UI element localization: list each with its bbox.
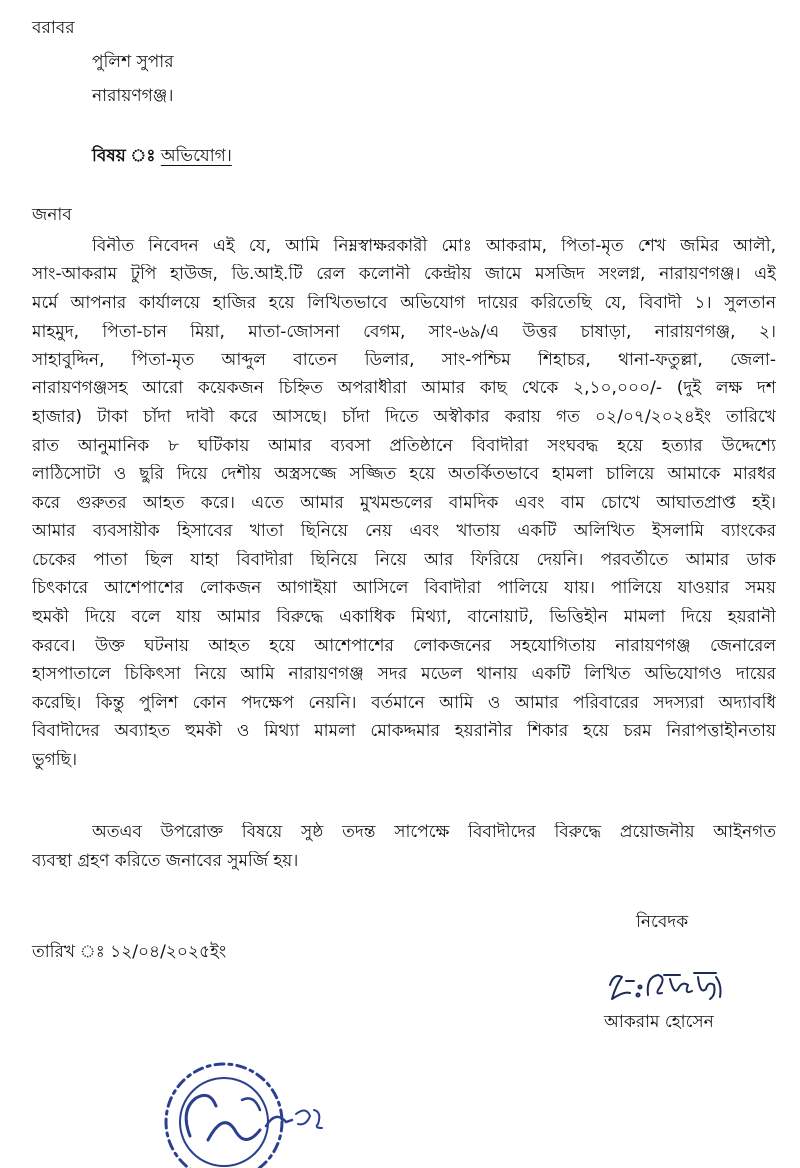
closing-line: অতএব উপরোক্ত বিষয়ে সুষ্ঠ তদন্ত সাপেক্ষে বিবাদীদের বিরুদ্ধে প্রয়োজনীয় আইনগত bbox=[92, 822, 776, 842]
body-line: বিনীত নিবেদন এই যে, আমি নিম্নস্বাক্ষরকারী মোঃ আকরাম, পিতা-মৃত শেখ জমির আলী, bbox=[92, 236, 776, 256]
recipient-place: নারায়ণগঞ্জ। bbox=[92, 86, 174, 106]
body-line: হুমকী দিয়ে বলে যায় আমার বিরুদ্ধে একাধিক মিথ্যা, বানোয়াট, ভিত্তিহীন মামলা দিয়ে হয়রানী bbox=[32, 607, 776, 627]
body-line: করবে। উক্ত ঘটনায় আহত হয়ে আশেপাশের লোকজনের সহযোগিতায় নারায়ণগঞ্জ জেনারেল bbox=[32, 636, 776, 656]
signer-name: আকরাম হোসেন bbox=[604, 1012, 714, 1032]
body-line: করে গুরুতর আহত করে। এতে আমার মুখমন্ডলের বামদিক এবং বাম চোখে আঘাতপ্রাপ্ত হই। bbox=[32, 493, 776, 513]
recipient-title: পুলিশ সুপার bbox=[92, 52, 174, 72]
body-line: মর্মে আপনার কার্যালয়ে হাজির হয়ে লিখিতভাবে অভিযোগ দায়ের করিতেছি যে, বিবাদী ১। সুলতান bbox=[32, 293, 776, 313]
body-line: বিবাদীদের অব্যাহত হুমকী ও মিথ্যা মামলা মোকদ্দমার হয়রানীর শিকার হয়ে চরম নিরাপত্তাহীনতায় bbox=[32, 721, 776, 741]
body-line: লাঠিসোটা ও ছুরি দিয়ে দেশীয় অস্ত্রসজ্জে সজ্জিত হয়ে অতর্কিতভাবে হামলা চালিয়ে আমাকে মারধর bbox=[32, 464, 776, 484]
body-line: রাত আনুমানিক ৮ ঘটিকায় আমার ব্যবসা প্রতিষ্ঠানে বিবাদীরা সংঘবদ্ধ হয়ে হত্যার উদ্দেশ্যে bbox=[32, 436, 776, 456]
body-line: নারায়ণগঞ্জসহ আরো কয়েকজন চিহ্নিত অপরাধীরা আমার কাছ থেকে ২,১০,০০০/- (দুই লক্ষ দশ bbox=[32, 378, 776, 398]
date-value: ১২/০৪/২০২৫ইং bbox=[110, 942, 227, 962]
subject-line bbox=[92, 146, 232, 166]
body-line: আমার ব্যবসায়ীক হিসাবের খাতা ছিনিয়ে নেয় এবং খাতায় একটি অলিখিত ইসলামি ব্যাংকের bbox=[32, 521, 776, 541]
greeting: জনাব bbox=[32, 205, 72, 225]
body-line: সাহাবুদ্দিন, পিতা-মৃত আব্দুল বাতেন ডিলার, সাং-পশ্চিম শিহাচর, থানা-ফতুল্লা, জেলা- bbox=[32, 350, 776, 370]
body-line: মাহমুদ, পিতা-চান মিয়া, মাতা-জোসনা বেগম, সাং-৬৯/এ উত্তর চাষাড়া, নারায়ণগঞ্জ, ২। bbox=[32, 322, 776, 342]
body-line: চিৎকারে আশেপাশের লোকজন আগাইয়া আসিলে বিবাদীরা পালিয়ে যায়। পালিয়ে যাওয়ার সময় bbox=[32, 578, 776, 598]
body-line: করেছি। কিন্তু পুলিশ কোন পদক্ষেপ নেয়নি। বর্তমানে আমি ও আমার পরিবারের সদস্যরা অদ্যাবধি bbox=[32, 693, 776, 713]
closing-line: ব্যবস্থা গ্রহণ করিতে জনাবের সুমর্জি হয়। bbox=[32, 851, 299, 871]
official-seal-stamp bbox=[150, 1040, 330, 1168]
body-line: হাজার) টাকা চাঁদা দাবী করে আসছে। চাঁদা দিতে অস্বীকার করায় গত ০২/০৭/২০২৪ইং তারিখে bbox=[32, 407, 776, 427]
body-line: সাং-আকরাম টুপি হাউজ, ডি.আই.টি রেল কলোনী কেন্দ্রীয় জামে মসজিদ সংলগ্ন, নারায়ণগঞ্জ। এই bbox=[32, 264, 776, 284]
subject-text: অভিযোগ। bbox=[160, 146, 232, 166]
date-label: তারিখ ঃ bbox=[32, 942, 105, 962]
subject-label: বিষয় ঃ bbox=[92, 146, 156, 166]
body-line: ভুগছি। bbox=[32, 750, 78, 770]
salutation-to: বরাবর bbox=[32, 18, 75, 38]
handwritten-signature bbox=[604, 955, 734, 1015]
body-line: হাসপাতালে চিকিৎসা নিয়ে আমি নারায়ণগঞ্জ সদর মডেল থানায় একটি লিখিত অভিযোগও দায়ের bbox=[32, 664, 776, 684]
sign-off: নিবেদক bbox=[636, 912, 689, 932]
body-line: চেকের পাতা ছিল যাহা বিবাদীরা ছিনিয়ে নিয়ে আর ফিরিয়ে দেয়নি। পরবর্তীতে আমার ডাক bbox=[32, 550, 776, 570]
date-line bbox=[32, 942, 226, 962]
